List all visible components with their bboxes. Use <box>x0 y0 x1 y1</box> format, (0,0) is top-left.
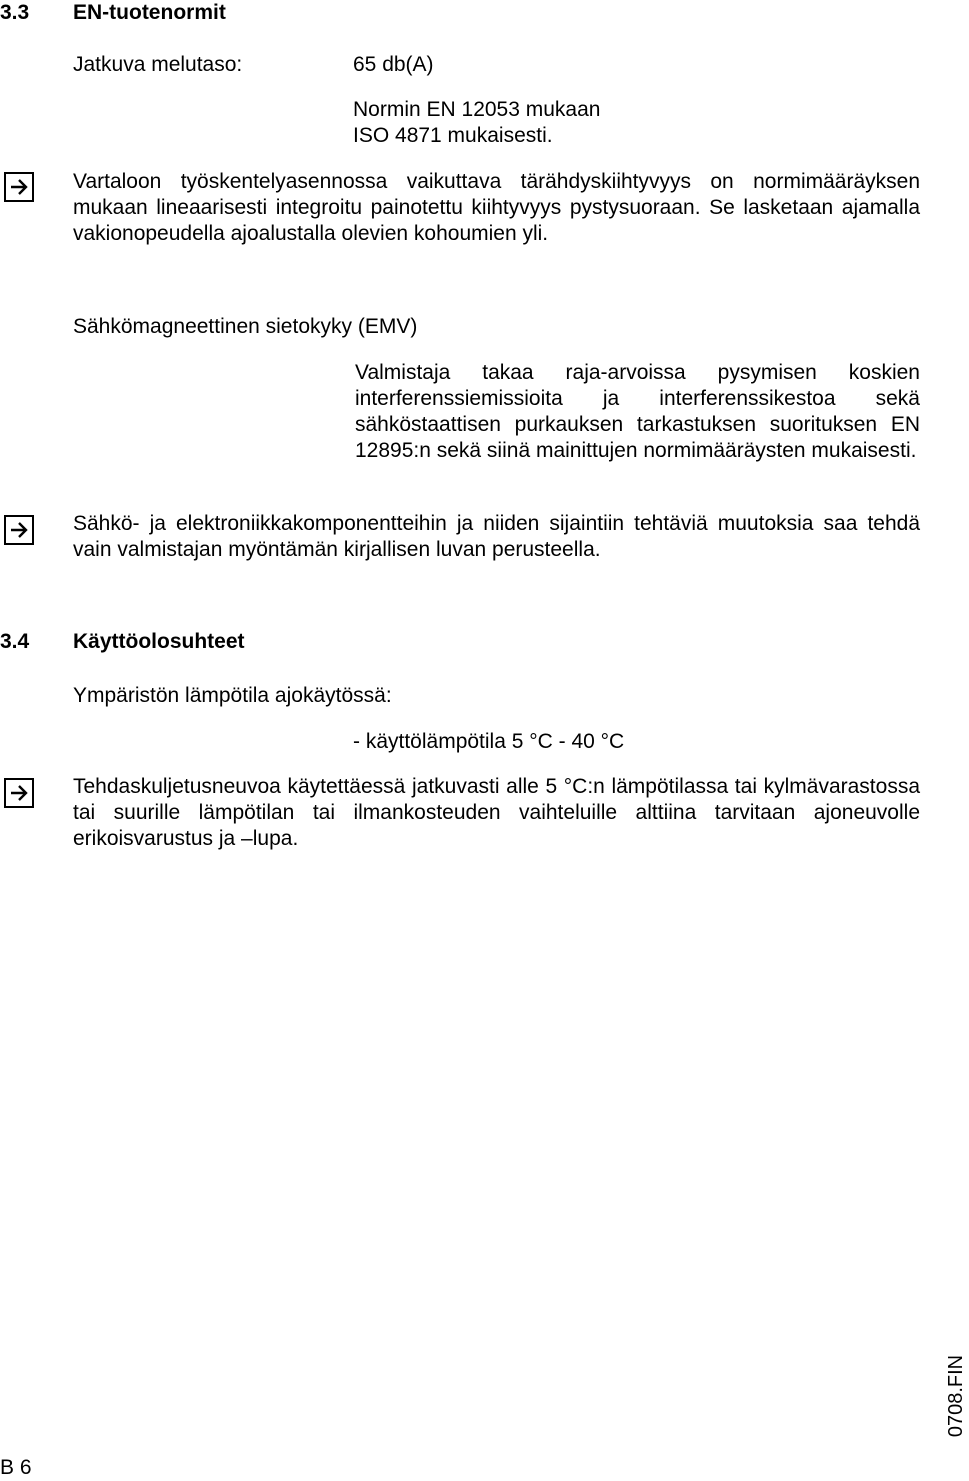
arrow-right-note-icon <box>4 515 34 545</box>
emc-text: Valmistaja takaa raja-arvoissa pysymisen koskien interferenssiemissioita ja interferenssikestoa sekä sähköstaattisen purkauksen tarkastuksen suorituksen EN 12895:n sekä siinä mainittujen normimääräysten mukaisesti. <box>355 361 920 462</box>
vibration-note: Vartaloon työskentelyasennossa vaikuttava tärähdyskiihtyvyys on normimääräyksen mukaan lineaarisesti integroitu painotettu kiihtyvyys pystysuoraan. Se lasketaan ajamalla vakionopeudella ajoalustalla olevien kohoumien yli. <box>73 170 920 245</box>
standard-line-1: Normin EN 12053 mukaan <box>353 98 601 121</box>
emc-heading: Sähkömagneettinen sietokyky (EMV) <box>73 315 418 338</box>
noise-label: Jatkuva melutaso: <box>73 53 243 76</box>
arrow-right-note-icon <box>4 172 34 202</box>
ambient-temperature-label: Ympäristön lämpötila ajokäytössä: <box>73 684 392 707</box>
document-code: 0708.FIN <box>945 1354 967 1438</box>
cold-storage-note: Tehdaskuljetusneuvoa käytettäessä jatkuvasti alle 5 °C:n lämpötilassa tai kylmävarastossa tai suurille lämpötilan tai ilmankosteuden vaihteluille alttiina tarvitaan ajoneuvolle erikoisvarustus ja –lupa. <box>73 775 920 850</box>
section-title: EN-tuotenormit <box>73 1 226 24</box>
operating-temperature: - käyttölämpötila 5 °C - 40 °C <box>353 730 625 753</box>
page-number: B 6 <box>0 1456 32 1479</box>
section-number: 3.4 <box>0 630 30 653</box>
arrow-right-note-icon <box>4 778 34 808</box>
standard-line-2: ISO 4871 mukaisesti. <box>353 124 553 147</box>
section-title: Käyttöolosuhteet <box>73 630 245 653</box>
modification-note: Sähkö- ja elektroniikkakomponentteihin ja niiden sijaintiin tehtäviä muutoksia saa tehdä vain valmistajan myöntämän kirjallisen luvan perusteella. <box>73 512 920 561</box>
noise-value: 65 db(A) <box>353 53 434 76</box>
section-number: 3.3 <box>0 1 30 24</box>
